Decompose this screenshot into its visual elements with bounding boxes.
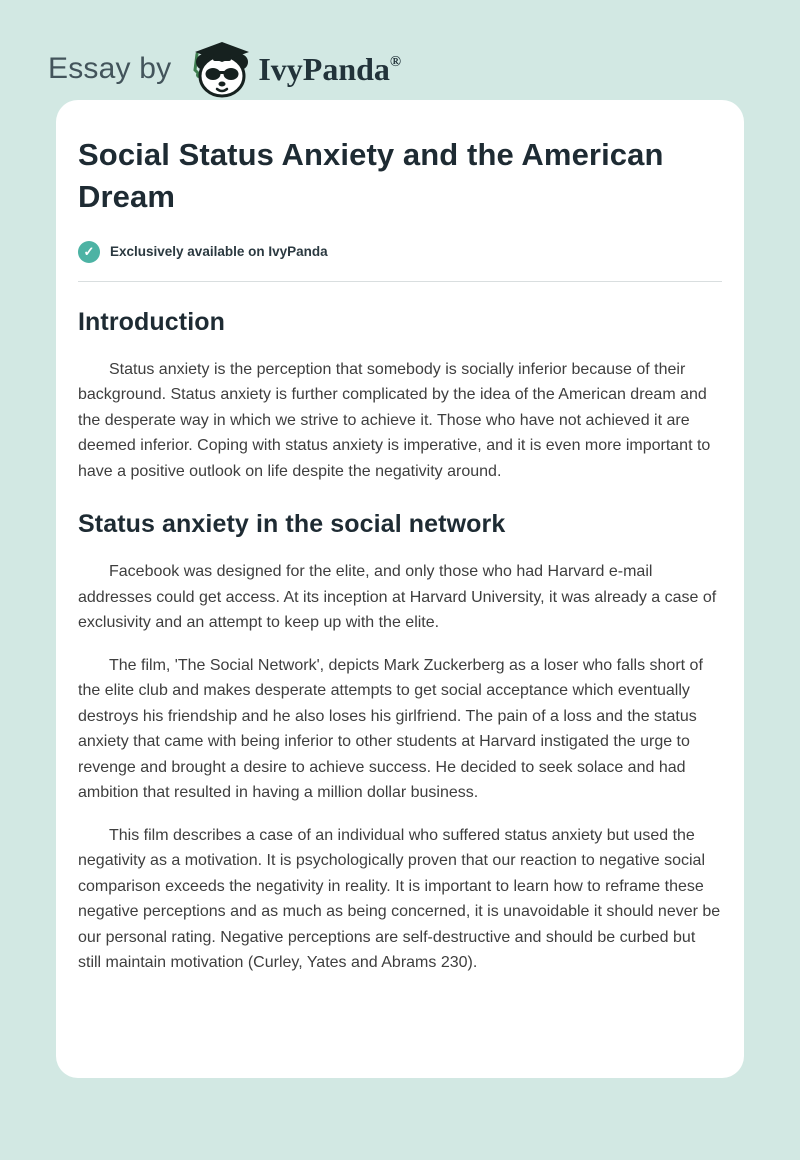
ivypanda-logo[interactable] [187, 40, 401, 98]
paragraph: Status anxiety is the perception that somebody is socially inferior because of their background. Status anxiety is further complicated by the idea of the American dream and the desperate way in which we strive to achieve it. Those who have not achieved it are deemed inferior. Coping with status anxiety is imperative, and it is even more important to have a positive outlook on life despite the negativity around. [78, 360, 711, 480]
paragraph: This film describes a case of an individual who suffered status anxiety but used the negativity as a motivation. It is psychologically proven that our reaction to negative social comparison exceeds the negativity in reality. It is important to learn how to reframe these negative perceptions and as much as being concerned, it is unavoidable it should never be our personal rating. Negative perceptions are self-destructive and should be curbed but still maintain motivation (Curley, Yates and Abrams 230). [78, 826, 721, 972]
registered-mark: ® [389, 54, 402, 70]
availability-label: Exclusively available on IvyPanda [110, 244, 328, 260]
paragraph: The film, 'The Social Network', depicts Mark Zuckerberg as a loser who falls short of the elite club and makes desperate attempts to get social acceptance which eventually destroys his friendship and he also loses his girlfriend. The pain of a loss and the status anxiety that came with being inferior to other students at Harvard instigated the urge to revenge and brought a desire to achieve success. He decided to seek solace and had ambition that resulted in having a million dollar business. [78, 656, 703, 802]
section-heading-status-anxiety: Status anxiety in the social network [78, 510, 506, 539]
essay-title: Social Status Anxiety and the American Dream [78, 137, 664, 215]
divider [78, 281, 722, 282]
panda-graduation-cap-icon [187, 40, 249, 98]
availability-row [78, 241, 722, 263]
page-header [0, 0, 800, 100]
check-icon: ✓ [78, 241, 100, 263]
brand-text: IvyPanda® [258, 51, 402, 87]
paragraph: Facebook was designed for the elite, and only those who had Harvard e-mail addresses could get access. At its inception at Harvard University, it was already a case of exclusivity and an attempt to keep up with the elite. [78, 563, 717, 632]
essay-by-text: Essay by [48, 52, 172, 85]
essay-card [56, 100, 744, 1078]
section-heading-introduction: Introduction [78, 307, 226, 336]
